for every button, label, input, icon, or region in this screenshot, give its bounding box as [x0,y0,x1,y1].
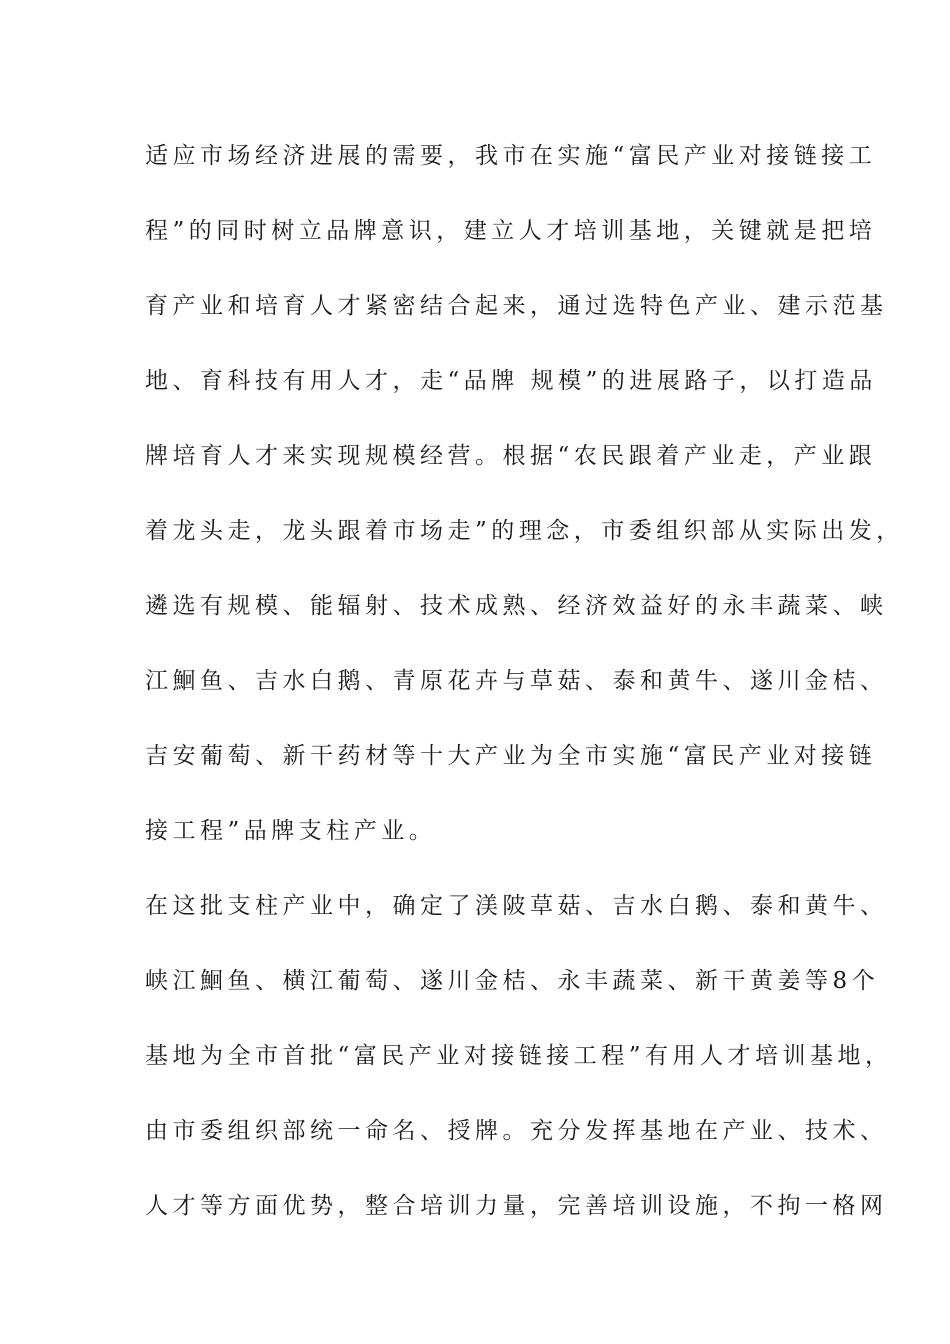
text-line: 由市委组织部统一命名、授牌。充分发挥基地在产业、技术、 [145,1118,888,1144]
text-line: 江鮰鱼、吉水白鹅、青原花卉与草菇、泰和黄牛、遂川金桔、 [145,668,888,694]
text-line: 峡江鮰鱼、横江葡萄、遂川金桔、永丰蔬菜、新干黄姜等8个 [145,968,880,994]
text-line: 在这批支柱产业中，确定了渼陂草菇、吉水白鹅、泰和黄牛、 [145,893,888,919]
text-line: 程”的同时树立品牌意识，建立人才培训基地，关键就是把培 [145,218,877,244]
text-line: 接工程”品牌支柱产业。 [145,818,437,844]
text-line: 着龙头走，龙头跟着市场走”的理念，市委组织部从实际出发， [145,518,904,544]
body-text [145,134,904,1259]
text-line: 人才等方面优势，整合培训力量，完善培训设施，不拘一格网 [145,1193,888,1219]
text-line: 牌培育人才来实现规模经营。根据“农民跟着产业走，产业跟 [145,443,877,469]
text-line: 地、育科技有用人才，走“品牌 规模”的进展路子，以打造品 [145,368,877,394]
text-line: 吉安葡萄、新干药材等十大产业为全市实施“富民产业对接链 [145,743,877,769]
text-line: 基地为全市首批“富民产业对接链接工程”有用人才培训基地， [145,1043,893,1069]
text-line: 遴选有规模、能辐射、技术成熟、经济效益好的永丰蔬菜、峡 [145,593,888,619]
text-line: 适应市场经济进展的需要，我市在实施“富民产业对接链接工 [145,143,877,169]
text-line: 育产业和培育人才紧密结合起来，通过选特色产业、建示范基 [145,293,888,319]
